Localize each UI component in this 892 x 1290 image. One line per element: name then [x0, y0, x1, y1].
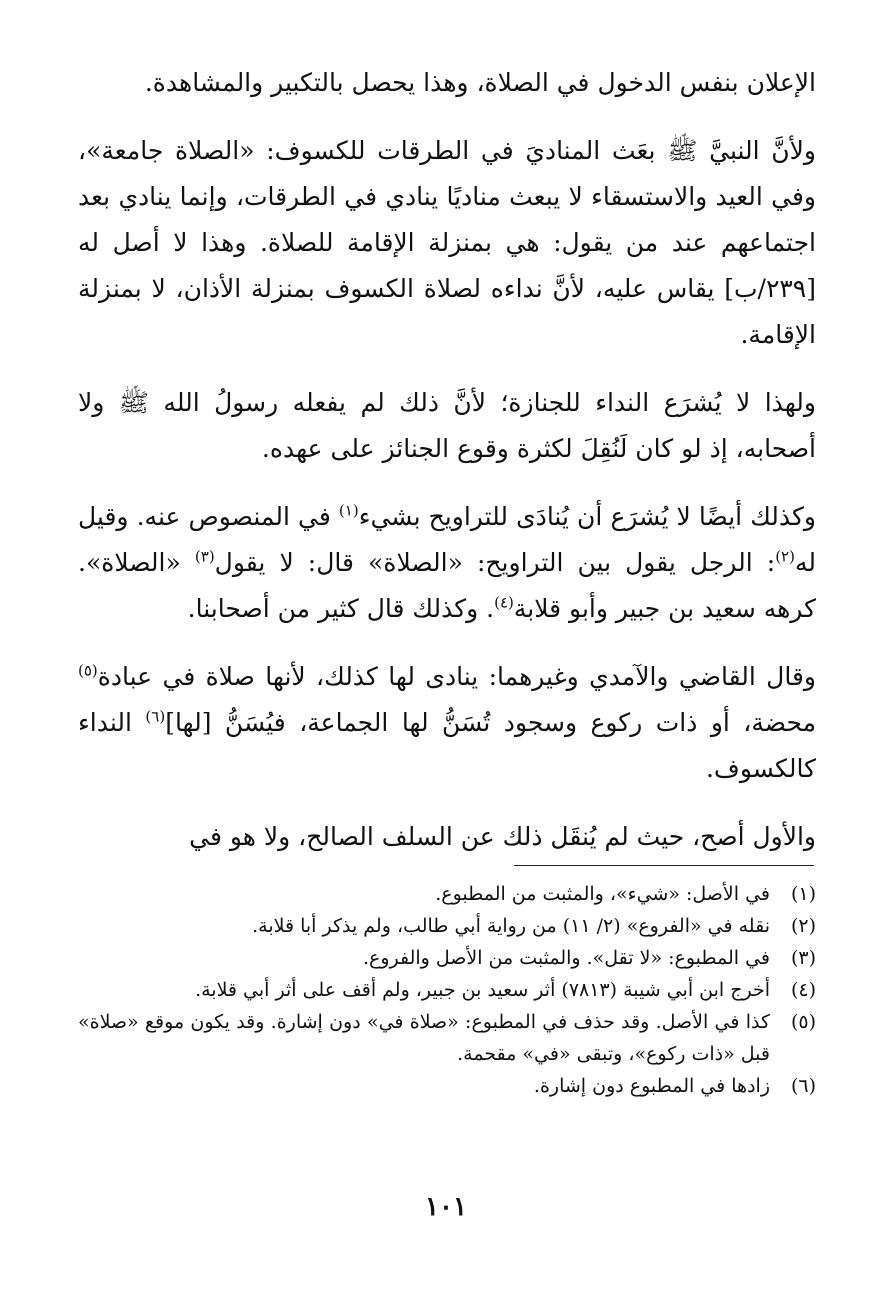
footnote-number: (٢) — [790, 915, 816, 937]
paragraph-5-text: النداء كالكسوف. — [78, 708, 816, 783]
footnote-ref-6[interactable]: (٦) — [145, 707, 166, 726]
paragraph-3: ولهذا لا يُشرَع النداء للجنازة؛ لأنَّ ذلك لم يفعله رسولُ الله ﷺ ولا أصحابه، إذ لو كان لَنُقِلَ لكثرة وقوع الجنائز على عهده. — [78, 388, 816, 463]
footnote-item — [78, 942, 816, 974]
footnote-ref-4[interactable]: (٤) — [494, 593, 514, 612]
footnote-number: (٥) — [790, 1011, 816, 1033]
paragraph-4-text: وكذلك أيضًا لا يُشرَع أن يُنادَى للتراويح بشيء — [358, 502, 816, 531]
main-text — [78, 60, 816, 882]
paragraph-5 — [78, 654, 816, 792]
footnote-item — [78, 910, 816, 942]
paragraph-4-text: . وكذلك قال كثير من أصحابنا. — [187, 594, 495, 623]
footnote-ref-3[interactable]: (٣) — [194, 547, 215, 566]
footnote-text: كذا في الأصل. وقد حذف في المطبوع: «صلاة في» دون إشارة. وقد يكون موقع «صلاة» قبل «ذات ركوع»، وتبقى «في» مقحمة. — [78, 1011, 770, 1065]
footnotes-list — [78, 878, 816, 1102]
footnote-item — [78, 1006, 816, 1070]
footnote-item — [78, 974, 816, 1006]
footnote-number: (٦) — [790, 1075, 816, 1097]
paragraph-4-text: «الصلاة». كرهه سعيد بن جبير وأبو قلابة — [78, 548, 816, 623]
footnote-number: (٣) — [790, 947, 816, 969]
footnote-number: (١) — [790, 883, 816, 905]
paragraph-5-text: وقال القاضي والآمدي وغيرهما: ينادى لها كذلك، لأنها صلاة في عبادة — [97, 662, 816, 691]
footnote-item — [78, 1070, 816, 1102]
footnote-ref-1[interactable]: (١) — [338, 501, 359, 520]
paragraph-4-text: : الرجل يقول بين التراويح: «الصلاة» قال: لا يقول — [214, 548, 776, 577]
footnote-text: في الأصل: «شيء»، والمثبت من المطبوع. — [435, 883, 770, 905]
footnote-divider — [514, 865, 814, 866]
footnote-text: في المطبوع: «لا تقل». والمثبت من الأصل والفروع. — [362, 947, 770, 969]
paragraph-1: الإعلان بنفس الدخول في الصلاة، وهذا يحصل بالتكبير والمشاهدة. — [144, 68, 816, 97]
footnote-ref-5[interactable]: (٥) — [78, 661, 98, 680]
footnote-ref-2[interactable]: (٢) — [775, 547, 795, 566]
footnote-text: أخرج ابن أبي شيبة (٧٨١٣) أثر سعيد بن جبير، ولم أقف على أثر أبي قلابة. — [195, 979, 770, 1001]
paragraph-5-text: محضة، أو ذات ركوع وسجود تُسَنُّ لها الجماعة، فيُسَنُّ [لها] — [165, 708, 816, 737]
paragraph-4 — [78, 494, 816, 632]
paragraph-4-text: في المنصوص عنه. وقيل له — [78, 502, 816, 577]
paragraph-6: والأول أصح، حيث لم يُنقَل ذلك عن السلف الصالح، ولا هو في — [189, 822, 816, 851]
page-number: ١٠١ — [425, 1192, 467, 1222]
footnote-number: (٤) — [790, 979, 816, 1001]
footnote-text: زادها في المطبوع دون إشارة. — [533, 1075, 770, 1097]
footnote-item — [78, 878, 816, 910]
footnote-text: نقله في «الفروع» (٢/ ١١) من رواية أبي طالب، ولم يذكر أبا قلابة. — [252, 915, 770, 937]
paragraph-2: ولأنَّ النبيَّ ﷺ بعَث المناديَ في الطرقات للكسوف: «الصلاة جامعة»، وفي العيد والاستسقاء لا يبعث مناديًا ينادي في الطرقات، وإنما ينادي بعد اجتماعهم عند من يقول: هي بمنزلة الإقامة للصلاة. وهذا لا أصل له [٢٣٩/ب] يقاس عليه، لأنَّ نداءه لصلاة الكسوف بمنزلة الأذان، لا بمنزلة الإقامة. — [78, 136, 816, 349]
